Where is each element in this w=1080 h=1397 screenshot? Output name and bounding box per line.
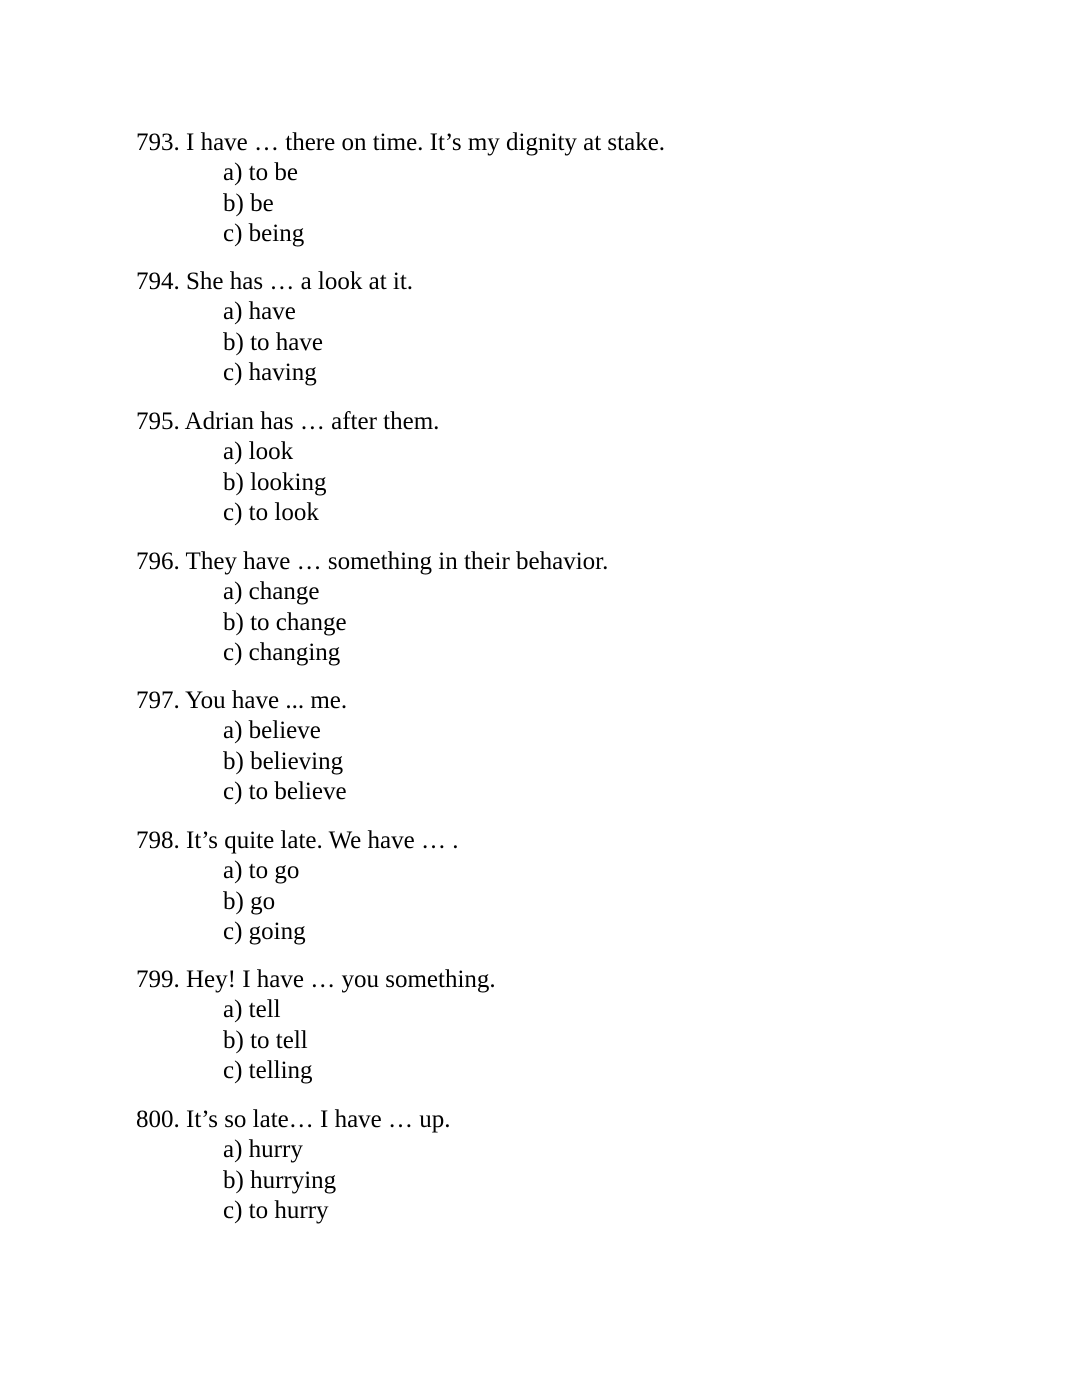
question-stem: 794. She has … a look at it. [136, 268, 414, 295]
option-a: a) look [223, 438, 294, 465]
question-stem: 795. Adrian has … after them. [136, 408, 440, 435]
option-c: c) being [223, 220, 305, 247]
question-796 [136, 547, 1036, 669]
option-b: b) be [223, 189, 274, 217]
answer-options [136, 995, 1036, 1087]
option-c: c) to hurry [223, 1197, 329, 1224]
option-c: c) changing [223, 639, 341, 666]
question-stem: 793. I have … there on time. It’s my dignity at stake. [136, 129, 666, 156]
question-800 [136, 1105, 1036, 1227]
option-a: a) to go [223, 857, 300, 884]
option-a: a) to be [223, 159, 298, 186]
option-b: b) hurrying [223, 1166, 337, 1194]
answer-options [136, 856, 1036, 948]
option-b: b) looking [223, 468, 327, 496]
option-a: a) change [223, 578, 320, 605]
option-a: a) believe [223, 717, 321, 744]
question-stem: 797. You have ... me. [136, 687, 348, 714]
option-c: c) telling [223, 1057, 313, 1084]
option-a: a) hurry [223, 1136, 303, 1163]
question-stem: 796. They have … something in their behavior. [136, 548, 609, 575]
option-b: b) to have [223, 328, 323, 356]
answer-options [136, 297, 1036, 389]
answer-options [136, 158, 1036, 250]
question-797 [136, 686, 1036, 808]
option-b: b) to tell [223, 1026, 308, 1054]
question-799 [136, 965, 1036, 1087]
question-798 [136, 826, 1036, 948]
option-a: a) have [223, 298, 296, 325]
option-c: c) having [223, 359, 317, 386]
answer-options [136, 1135, 1036, 1227]
option-a: a) tell [223, 996, 281, 1023]
question-794 [136, 267, 1036, 389]
question-stem: 798. It’s quite late. We have … . [136, 827, 459, 854]
question-stem: 800. It’s so late… I have … up. [136, 1106, 451, 1133]
question-stem: 799. Hey! I have … you something. [136, 966, 496, 993]
option-b: b) believing [223, 747, 344, 775]
answer-options [136, 716, 1036, 808]
question-793 [136, 128, 1036, 250]
option-c: c) going [223, 918, 306, 945]
option-c: c) to look [223, 499, 319, 526]
question-795 [136, 407, 1036, 529]
option-b: b) to change [223, 608, 347, 636]
option-b: b) go [223, 887, 276, 915]
option-c: c) to believe [223, 778, 347, 805]
answer-options [136, 577, 1036, 669]
answer-options [136, 437, 1036, 529]
